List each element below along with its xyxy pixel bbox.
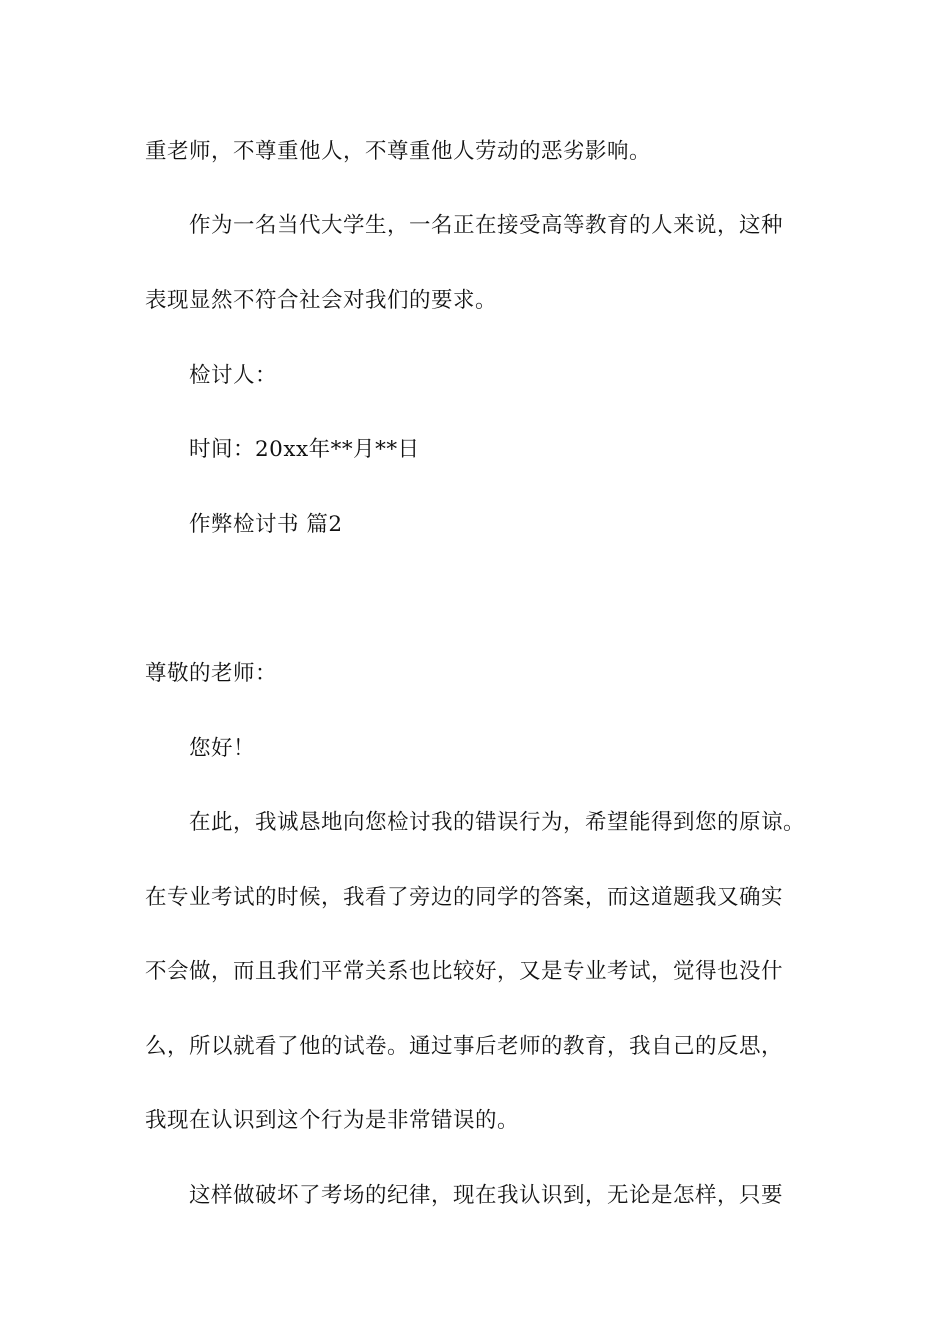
body-text-line: 我现在认识到这个行为是非常错误的。 <box>145 1108 520 1133</box>
paragraph-start-line: 在此，我诚恳地向您检讨我的错误行为，希望能得到您的原谅。 <box>189 810 806 835</box>
body-text-line: 么，所以就看了他的试卷。通过事后老师的教育，我自己的反思， <box>145 1034 784 1059</box>
body-text-line: 不会做，而且我们平常关系也比较好，又是专业考试，觉得也没什 <box>145 959 784 984</box>
body-text-line: 在专业考试的时候，我看了旁边的同学的答案，而这道题我又确实 <box>145 885 784 910</box>
date-line: 时间：20xx年**月**日 <box>189 437 420 462</box>
body-text-line: 重老师，不尊重他人，不尊重他人劳动的恶劣影响。 <box>145 139 652 164</box>
signer-label: 检讨人： <box>189 363 278 388</box>
body-text-line: 表现显然不符合社会对我们的要求。 <box>145 288 498 313</box>
salutation: 尊敬的老师： <box>145 661 278 686</box>
paragraph-start-line: 作为一名当代大学生，一名正在接受高等教育的人来说，这种 <box>189 213 784 238</box>
greeting: 您好！ <box>189 736 256 761</box>
paragraph-start-line: 这样做破坏了考场的纪律，现在我认识到，无论是怎样，只要 <box>189 1183 784 1208</box>
section-title: 作弊检讨书 篇2 <box>189 512 343 537</box>
